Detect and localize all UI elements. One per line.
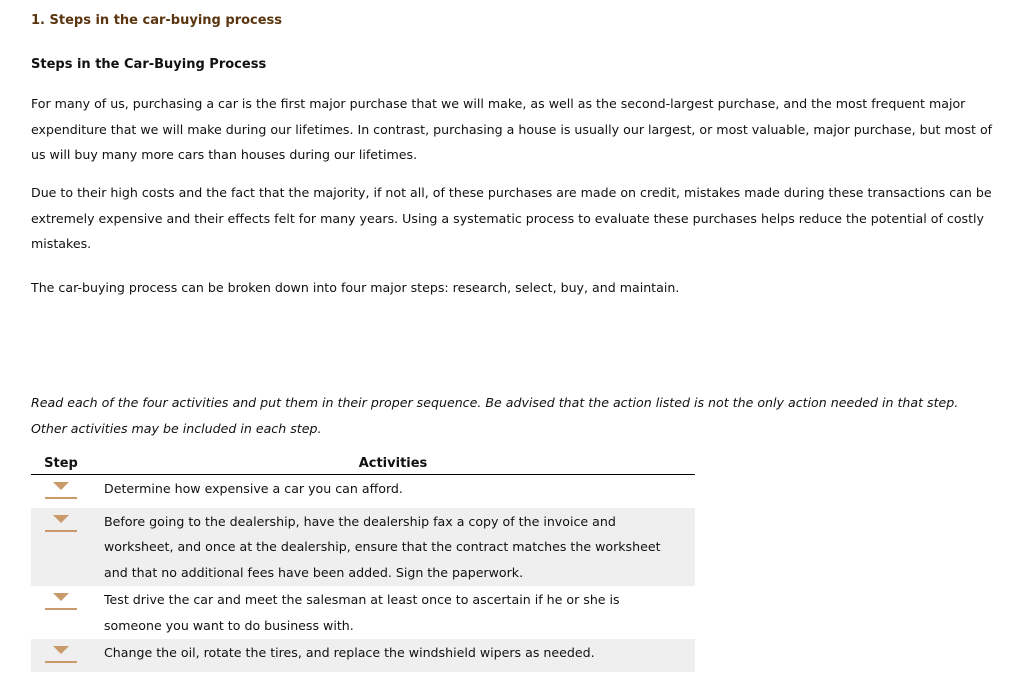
table-row: [31, 586, 695, 639]
activities-table: [31, 453, 695, 672]
step-dropdown-3[interactable]: [45, 588, 77, 610]
activity-text: Test drive the car and meet the salesman at least once to ascertain if he or she is someone you want to do business with.: [104, 592, 620, 633]
step-dropdown-1[interactable]: [45, 477, 77, 499]
instructions: Read each of the four activities and put them in their proper sequence. Be advised that the action listed is not the only action needed in that step. Other activities may be included in each step.: [31, 395, 959, 436]
table-row: [31, 639, 695, 672]
activity-text: Change the oil, rotate the tires, and replace the windshield wipers as needed.: [91, 639, 695, 672]
paragraph-1: For many of us, purchasing a car is the first major purchase that we will make, as well as the second-largest purchase, and the most frequent major expenditure that we will make during our lifetimes. In contrast, purchasing a house is usually our largest, or most valuable, major purchase, but most of us will buy many more cars than houses during our lifetimes.: [31, 96, 993, 162]
paragraph-3: The car-buying process can be broken down into four major steps: research, select, buy, and maintain.: [31, 280, 680, 295]
table-row: [31, 508, 695, 587]
activity-text: Before going to the dealership, have the dealership fax a copy of the invoice and worksheet, and once at the dealership, ensure that the contract matches the worksheet and that no additional fees have been added. Sign the paperwork.: [91, 508, 695, 587]
activity-text: Determine how expensive a car you can afford.: [104, 481, 403, 496]
header-activities: Activities: [91, 453, 695, 475]
paragraph-2: Due to their high costs and the fact that the majority, if not all, of these purchases are made on credit, mistakes made during these transactions can be extremely expensive and their effects felt for many years. Using a systematic process to evaluate these purchases helps reduce the potential of costly mistakes.: [31, 185, 992, 251]
table-row: [31, 475, 695, 508]
section-heading: Steps in the Car-Buying Process: [31, 57, 267, 72]
step-dropdown-4[interactable]: [45, 641, 77, 663]
step-dropdown-2[interactable]: [45, 510, 77, 532]
header-step: Step: [31, 453, 91, 475]
question-title: 1. Steps in the car-buying process: [31, 13, 283, 28]
